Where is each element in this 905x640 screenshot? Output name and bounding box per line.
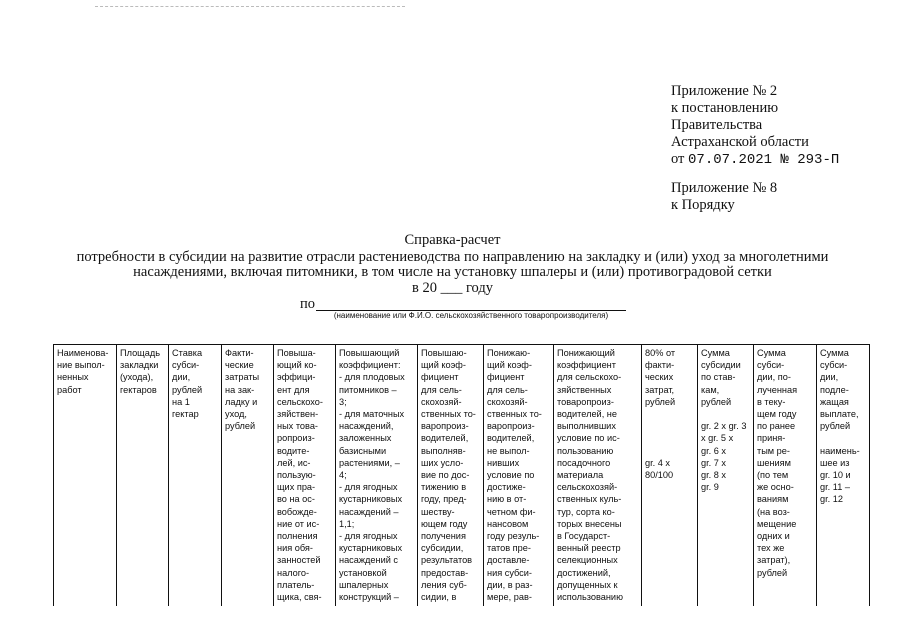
- col-header-8: Понижаю- щий коэф- фициент для сель- скохозяй- ственных то- варопроиз- водителей, не выпол- нивших условие по достиже- нию в от- четном фи- нансовом году резуль- татов пре- доставле- ния субси- дии, в раз- мере, рав-: [484, 345, 554, 612]
- table-header-row: [54, 345, 870, 612]
- appendix-line-3: Правительства: [671, 117, 763, 133]
- appendix-date-prefix: от: [671, 151, 685, 167]
- col-header-2: Площадь закладки (ухода), гектаров: [117, 345, 169, 612]
- appendix-line-1: Приложение № 2: [671, 83, 778, 99]
- appendix-date-number: 07.07.2021 № 293-П: [688, 152, 840, 168]
- po-label: по: [300, 296, 316, 312]
- col-header-1: Наименова- ние выпол- ненных работ: [54, 345, 117, 612]
- doc-year-line: в 20 ___ году: [411, 280, 494, 296]
- col-header-4: Факти- ческие затраты на зак- ладку и уход, рублей: [222, 345, 274, 612]
- doc-title: Справка-расчет: [404, 232, 501, 248]
- appendix-block: [671, 83, 839, 169]
- col-header-10: 80% от факти- ческих затрат, рублей gr. 4 x 80/100: [642, 345, 698, 612]
- appendix-line-6: Приложение № 8: [671, 180, 778, 196]
- col-header-12: Сумма субси- дии, по- лученная в теку- щем году по ранее приня- тым ре- шениям (по тем же осно- ваниям (на воз- мещение одних и тех же затрат), рублей: [754, 345, 817, 612]
- col-header-9: Понижающий коэффициент для сельскохо- зяйственных товаропроиз- водителей, не выполнивших условие по ис- пользованию посадочного материала сельскохозяй- ственных куль- тур, сорта ко- торых внесены в Государст- венный реестр селекционных достижений, допущенных к использованию: [554, 345, 642, 612]
- col-header-11: Сумма субсидии по став- кам, рублей gr. 2 x gr. 3 x gr. 5 x gr. 6 x gr. 7 x gr. 8 x gr. 9: [698, 345, 754, 612]
- col-header-13: Сумма субси- дии, подле- жащая выплате, рублей наимень- шее из gr. 10 и gr. 11 – gr. 12: [817, 345, 870, 612]
- scan-artifact-line: [95, 6, 405, 7]
- col-header-7: Повышаю- щий коэф- фициент для сель- скохозяй- ственных то- варопроиз- водителей, выполняв- ших усло- вие по дос- тижению в году, пред- шеству- ющем году получения субсидии, результатов предостав- ления суб- сидии, в: [418, 345, 484, 612]
- col-header-6: Повышающий коэффициент: - для плодовых питомников – 3; - для маточных насаждений, заложенных базисными растениями, – 4; - для ягодных кустарниковых насаждений – 1,1; - для ягодных кустарниковых насаждений с установкой шпалерных конструкций –: [336, 345, 418, 612]
- appendix-line-2: к постановлению: [671, 100, 779, 116]
- po-caption: (наименование или Ф.И.О. сельскохозяйственного товаропроизводителя): [333, 311, 609, 320]
- calculation-table: [53, 344, 870, 612]
- appendix-block-2: [671, 180, 777, 214]
- page-bottom-margin: [0, 606, 905, 640]
- appendix-line-4: Астраханской области: [671, 134, 809, 150]
- doc-subtitle-line-2: насаждениями, включая питомники, в том числе на установку шпалеры и (или) противоградовой сетки: [133, 264, 772, 280]
- doc-subtitle-line-1: потребности в субсидии на развитие отрасли растениеводства по направлению на закладку и (или) уход за многолетними: [76, 249, 829, 265]
- appendix-line-7: к Порядку: [671, 197, 735, 213]
- col-header-5: Повыша- ющий ко- эффици- ент для сельскохо- зяйствен- ных това- ропроиз- водите- лей, ис- пользую- щих пра- во на ос- вобожде- ние от ис- полнения ния обя- занностей налого- платель- щика, свя-: [274, 345, 336, 612]
- col-header-3: Ставка субси- дии, рублей на 1 гектар: [169, 345, 222, 612]
- appendix-line-5: [671, 151, 839, 169]
